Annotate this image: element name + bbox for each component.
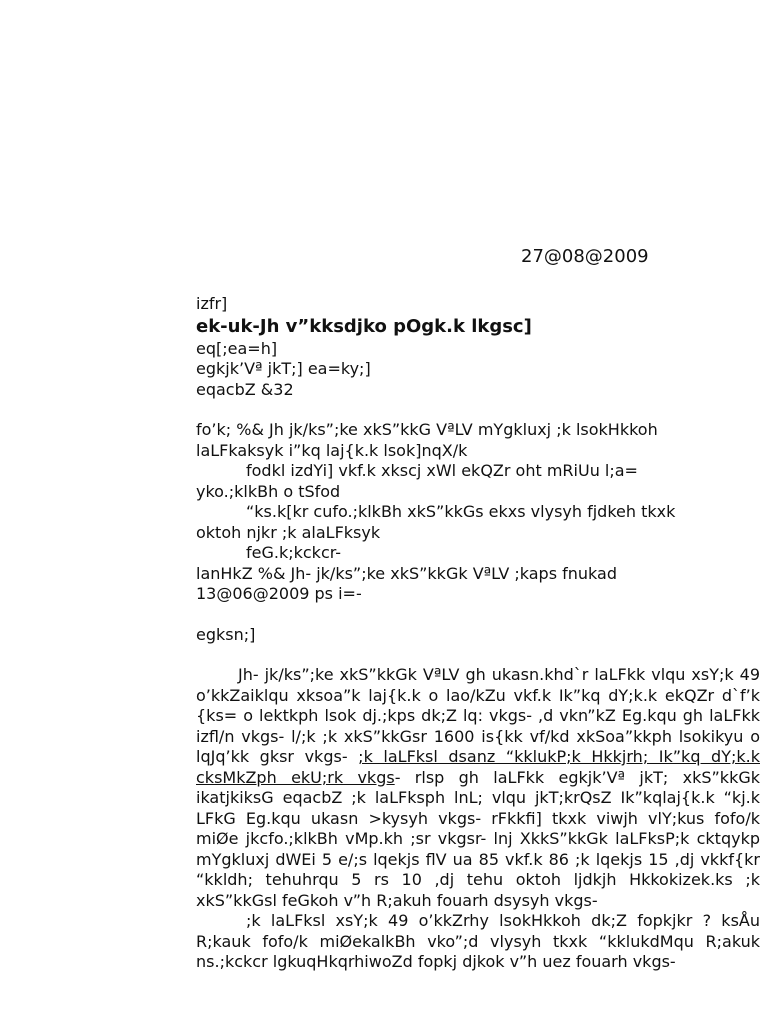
letter-date: 27@08@2009 xyxy=(521,246,649,267)
body-paragraph-2: ;k laLFksl xsY;k 49 o’kkZrhy lsokHkkoh dk;Z fopkjkr ? ksÅu R;kauk fofo/k miØekalkBh vko”;d vlysyh tkxk “kklukdMqu R;akuk ns.;kckcr lgkuqHkqrhiwoZd fopkj djkok v”h uez fouarh vkgs- xyxy=(196,911,760,971)
body-section xyxy=(196,665,760,973)
spacer xyxy=(196,605,760,625)
recipient-line-2: egkjk’Vª jkT;] ea=ky;] xyxy=(196,359,371,378)
subject-line-3: fodkl izdYi] vkf.k xkscj xWl ekQZr oht mRiUu l;a= xyxy=(246,461,638,480)
salutation: egksn;] xyxy=(196,624,256,644)
subject-line-6: oktoh njkr ;k alaLFksyk xyxy=(196,522,381,542)
subject-line-2: laLFkaksyk i”kq laj{k.k lsok]nqX/k xyxy=(196,440,468,460)
subject-line-4: yko.;klkBh o tSfod xyxy=(196,481,341,501)
recipient-line-3: eqacbZ &32 xyxy=(196,379,294,399)
spacer xyxy=(196,400,760,420)
subject-line-7: feG.k;kckcr- xyxy=(246,543,342,562)
paragraph-1-underlined: ;k laLFksl dsanz “kklukP;k Hkkjrh; Ik”kq dY;k.k cksMkZph ekU;rk vkgs xyxy=(196,747,760,787)
paragraph-1-start: Jh- jk/ks”;ke xkS”kkGk VªLV gh ukasn.khd`r laLFkk vlqu xsY;k 49 o’kkZaiklqu xksoa”k laj{k.k o lao/kZu vkf.k Ik”kq dY;k.k ekQZr d`f’k {ks= o lektkph lsok dj.;kps dk;Z lq: vkgs- ,d vkn”kZ Eg.kqu gh laLFkk izfl/n vkgs- l/;k ;k xkS”kkGsr 1600 is{kk vf/kd xkSoa”kkph lsokikyu o lqJq’kk gksr vkgs- xyxy=(196,665,760,766)
spacer xyxy=(196,645,760,665)
paragraph-1-end: - rlsp gh laLFkk egkjk’Vª jkT; xkS”kkGk ikatjkiksG eqacbZ ;k laLFksph lnL; vlqu jkT;krQsZ Ik”kqlaj{k.k “kj.k LFkG Eg.kqu ukasn >kysyh vkgs- rFkkfi] tkxk viwjh vlY;kus fofo/k miØe jkcfo.;klkBh vMp.kh ;sr vkgsr- lnj XkkS”kkGk laLFksP;k cktqykp mYgkluxj dWEi 5 e/;s lqekjs flV ua 85 vkf.k 86 ;k lqekjs 15 ,dj vkkf{kr “kkldh; tehuhrqu 5 rs 10 ,dj tehu oktoh ljdkjh Hkkokizek.ks ;k xkS”kkGsl feGkoh v”h R;akuh fouarh dsysyh vkgs- xyxy=(196,767,760,910)
subject-line-1: fo’k; %& Jh jk/ks”;ke xkS”kkG VªLV mYgkluxj ;k lsokHkkoh xyxy=(196,420,658,439)
letter-body xyxy=(196,294,760,973)
recipient-prefix: izfr] xyxy=(196,294,228,313)
reference-line-2: 13@06@2009 ps i=- xyxy=(196,584,362,603)
body-paragraph-1 xyxy=(196,665,760,911)
subject-line-5: “ks.k[kr cufo.;klkBh xkS”kkGs ekxs vlysyh fjdkeh tkxk xyxy=(246,502,676,521)
recipient-name: ek-uk-Jh v”kksdjko pOgk.k lkgsc] xyxy=(196,315,532,337)
recipient-line-1: eq[;ea=h] xyxy=(196,338,278,358)
reference-line-1: lanHkZ %& Jh- jk/ks”;ke xkS”kkGk VªLV ;kaps fnukad xyxy=(196,563,617,583)
